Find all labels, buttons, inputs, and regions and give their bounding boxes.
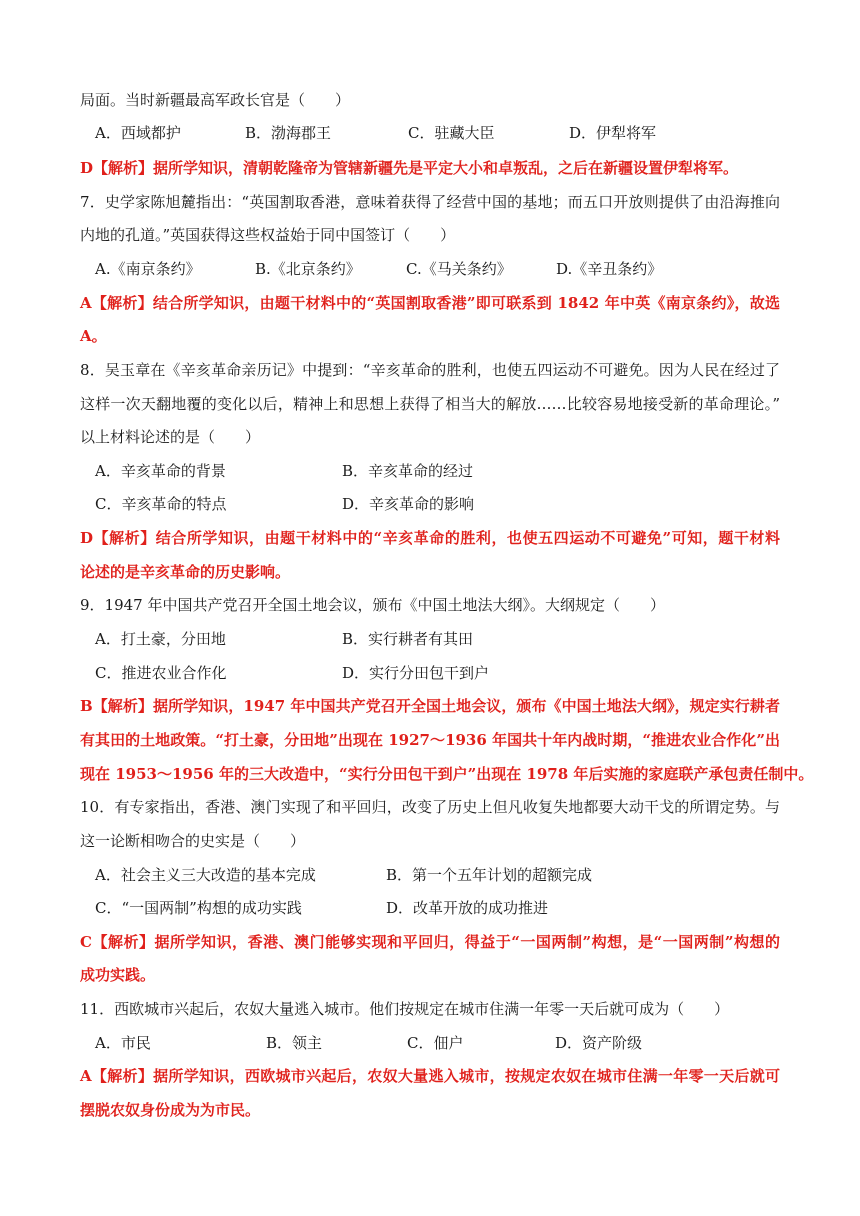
q11-option-d: D．资产阶级 [555,1034,643,1052]
q10-option-a: A．社会主义三大改造的基本完成 [95,866,316,884]
q7-answer-line2: A。 [80,327,107,345]
q6-option-a: A．西域都护 [95,124,181,142]
q11-option-c: C．佃户 [407,1034,464,1052]
q10-answer-line2: 成功实践。 [80,966,156,984]
q9-answer-line1: B【解析】据所学知识，1947 年中国共产党召开全国土地会议，颁布《中国土地法大纲》，规定实行耕者 [80,697,780,715]
q7-option-c: C.《马关条约》 [406,260,512,278]
q10-stem-line2: 这一论断相吻合的史实是（ ） [80,832,306,850]
q9-stem: 9．1947 年中国共产党召开全国土地会议，颁布《中国土地法大纲》。大纲规定（ ） [80,596,665,614]
q11-answer-line1: A【解析】据所学知识，西欧城市兴起后，农奴大量逃入城市，按规定农奴在城市住满一年零一天后就可 [80,1067,780,1085]
q7-answer-line1: A【解析】结合所学知识，由题干材料中的“英国割取香港”即可联系到 1842 年中英《南京条约》，故选 [80,294,780,312]
q6-answer: D【解析】据所学知识，清朝乾隆帝为管辖新疆先是平定大小和卓叛乱，之后在新疆设置伊犁将军。 [80,159,739,177]
q8-answer-line2: 论述的是辛亥革命的历史影响。 [80,563,291,581]
q6-stem: 局面。当时新疆最高军政长官是（ ） [80,91,351,109]
q8-stem-line1: 8．吴玉章在《辛亥革命亲历记》中提到：“辛亥革命的胜利，也使五四运动不可避免。因为人民在经过了 [80,361,780,379]
q7-stem-line2: 内地的孔道。”英国获得这些权益始于同中国签订（ ） [80,226,456,244]
q9-option-d: D．实行分田包干到户 [342,664,490,682]
q10-option-c: C．“一国两制”构想的成功实践 [95,899,302,917]
q11-option-b: B．领主 [266,1034,323,1052]
q8-option-a: A．辛亥革命的背景 [95,462,226,480]
q9-option-b: B．实行耕者有其田 [342,630,474,648]
q8-stem-line2: 这样一次天翻地覆的变化以后，精神上和思想上获得了相当大的解放……比较容易地接受新的革命理论。” [80,395,780,413]
q9-option-c: C．推进农业合作化 [95,664,227,682]
q7-option-d: D.《辛丑条约》 [556,260,663,278]
q6-option-c: C．驻藏大臣 [408,124,495,142]
q7-option-b: B.《北京条约》 [255,260,361,278]
q8-option-c: C．辛亥革命的特点 [95,495,227,513]
q7-option-a: A.《南京条约》 [95,260,201,278]
q10-option-d: D．改革开放的成功推进 [386,899,549,917]
q8-answer-line1: D【解析】结合所学知识，由题干材料中的“辛亥革命的胜利，也使五四运动不可避免”可知，题干材料 [80,529,780,547]
q10-option-b: B．第一个五年计划的超额完成 [386,866,593,884]
q8-option-b: B．辛亥革命的经过 [342,462,474,480]
q7-stem-line1: 7．史学家陈旭麓指出：“英国割取香港，意味着获得了经营中国的基地；而五口开放则提供了由沿海推向 [80,193,780,211]
q11-option-a: A．市民 [95,1034,151,1052]
q8-stem-line3: 以上材料论述的是（ ） [80,428,261,446]
q9-option-a: A．打土豪，分田地 [95,630,226,648]
q6-option-d: D．伊犁将军 [569,124,657,142]
q11-stem: 11．西欧城市兴起后，农奴大量逃入城市。他们按规定在城市住满一年零一天后就可成为（ ） [80,1000,730,1018]
q10-stem-line1: 10．有专家指出，香港、澳门实现了和平回归，改变了历史上但凡收复失地都要大动干戈的所谓定势。与 [80,798,780,816]
q9-answer-line2: 有其田的土地政策。“打土豪，分田地”出现在 1927～1936 年国共十年内战时期，“推进农业合作化”出 [80,731,780,749]
q10-answer-line1: C【解析】据所学知识，香港、澳门能够实现和平回归，得益于“一国两制”构想，是“一国两制”构想的 [80,933,780,951]
q8-option-d: D．辛亥革命的影响 [342,495,475,513]
q11-answer-line2: 摆脱农奴身份成为为市民。 [80,1101,261,1119]
q9-answer-line3: 现在 1953～1956 年的三大改造中，“实行分田包干到户”出现在 1978 年后实施的家庭联产承包责任制中。 [80,765,814,783]
q6-option-b: B．渤海郡王 [245,124,332,142]
